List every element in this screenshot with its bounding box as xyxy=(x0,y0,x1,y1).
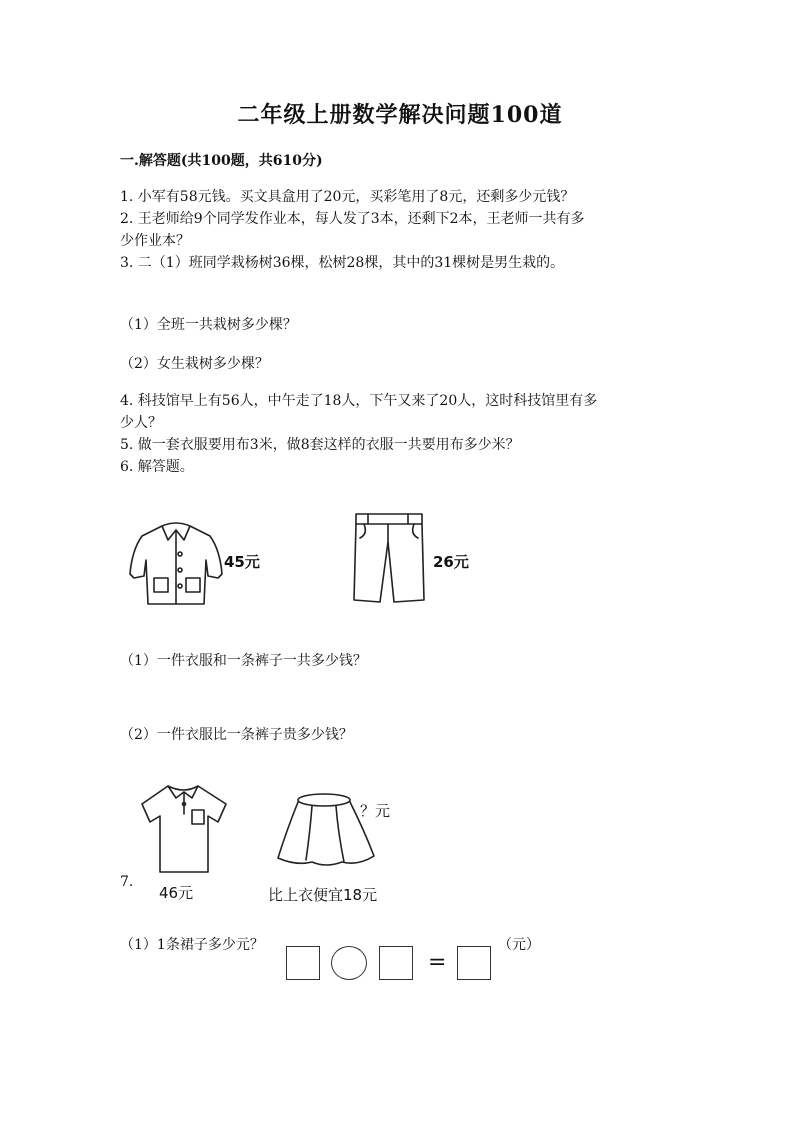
question-3: 3. 二（1）班同学栽杨树36棵，松树28棵，其中的31棵树是男生栽的。 xyxy=(120,255,565,271)
question-2-line-2: 少作业本？ xyxy=(120,233,190,249)
question-6-sub-1: （1）一件衣服和一条裤子一共多少钱？ xyxy=(120,653,367,669)
question-4-line-1: 4. 科技馆早上有56人，中午走了18人，下午又来了20人，这时科技馆里有多 xyxy=(120,393,598,409)
shirt-icon xyxy=(140,782,226,874)
unit-label: （元） xyxy=(498,937,540,953)
pants-icon xyxy=(354,512,426,604)
page-title: 二年级上册数学解决问题100道 xyxy=(237,102,563,128)
skirt-unknown-price: ？元 xyxy=(360,802,391,820)
question-3-sub-1: （1）全班一共栽树多少棵？ xyxy=(120,317,297,333)
answer-box-2[interactable] xyxy=(379,946,413,980)
question-2-line-1: 2. 王老师给9个同学发作业本，每人发了3本，还剩下2本，王老师一共有多 xyxy=(120,211,585,227)
question-7-sub-1: （1）1条裙子多少元？ xyxy=(120,937,264,953)
section-heading: 一.解答题(共100题，共610分) xyxy=(120,153,323,169)
question-4-line-2: 少人？ xyxy=(120,415,162,431)
coat-icon xyxy=(126,520,226,605)
question-1: 1. 小军有58元钱。买文具盒用了20元，买彩笔用了8元，还剩多少元钱？ xyxy=(120,189,575,205)
coat-price: 45元 xyxy=(224,553,260,571)
question-6-sub-2: （2）一件衣服比一条裤子贵多少钱？ xyxy=(120,727,353,743)
answer-box-1[interactable] xyxy=(286,946,320,980)
skirt-price-note: 比上衣便宜18元 xyxy=(268,886,378,904)
question-6: 6. 解答题。 xyxy=(120,459,194,475)
answer-box-result[interactable] xyxy=(457,946,491,980)
question-7-number: 7. xyxy=(120,874,134,890)
operator-circle[interactable] xyxy=(331,946,367,980)
shirt-price: 46元 xyxy=(159,884,194,902)
equals-sign: = xyxy=(428,950,447,975)
question-5: 5. 做一套衣服要用布3米，做8套这样的衣服一共要用布多少米？ xyxy=(120,437,520,453)
question-3-sub-2: （2）女生栽树多少棵？ xyxy=(120,356,269,372)
pants-price: 26元 xyxy=(433,553,469,571)
